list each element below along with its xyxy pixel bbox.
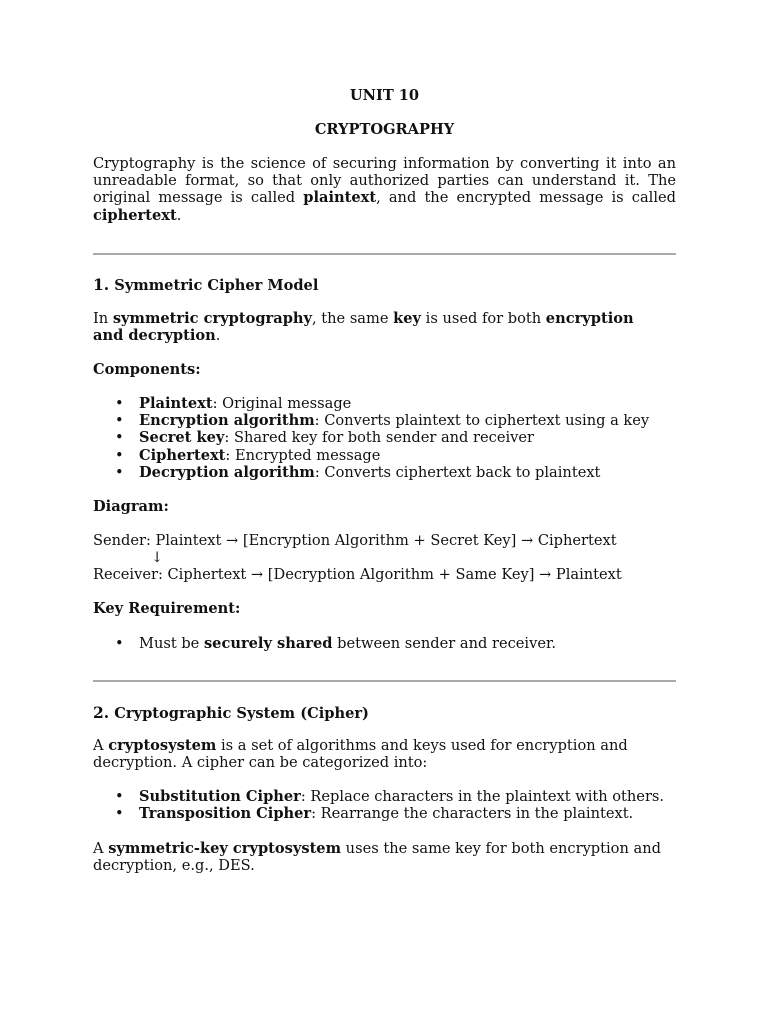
section-1-number: 1. (93, 275, 110, 294)
section-2-number: 2. (93, 703, 110, 722)
list-item-term: Substitution Cipher (139, 788, 301, 805)
intro-text: Cryptography is the science of securing information by converting it into an unreadable format, so that only authorized parties can understand it. The original message is called (93, 155, 676, 207)
list-item-term: Transposition Cipher (139, 805, 312, 823)
list-item-term: Secret key (139, 429, 225, 447)
list-item (93, 788, 676, 805)
para-text: A (93, 840, 109, 857)
list-item (93, 412, 676, 429)
para-term: encryption and decryption (93, 310, 634, 345)
list-item-term: Encryption algorithm (139, 412, 315, 430)
para-text: In (93, 310, 113, 327)
para-text: . (215, 327, 221, 345)
key-requirement-list (93, 635, 676, 652)
list-item (93, 395, 676, 412)
list-item-term: securely shared (203, 635, 333, 652)
list-item-term: Ciphertext (139, 446, 226, 464)
list-item-desc: : Original message (212, 395, 352, 412)
para-term: cryptosystem (108, 737, 217, 754)
section-1-title: Symmetric Cipher Model (114, 277, 319, 294)
list-item (93, 805, 676, 822)
intro-text: . (176, 206, 182, 224)
intro-paragraph (93, 155, 676, 224)
components-heading: Components: (93, 361, 201, 378)
section-divider (93, 253, 676, 255)
para-text: uses the same key for both encryption and decryption, e.g., DES. (93, 840, 661, 875)
list-item (93, 429, 676, 446)
section-2-title: Cryptographic System (Cipher) (114, 705, 369, 722)
list-item (93, 635, 676, 652)
intro-term-ciphertext: ciphertext (93, 206, 177, 224)
diagram-heading: Diagram: (93, 498, 169, 515)
list-item (93, 464, 676, 481)
page-title: CRYPTOGRAPHY (314, 121, 455, 138)
diagram-receiver-line: Receiver: Ciphertext → [Decryption Algorithm + Same Key] → Plaintext (93, 566, 622, 583)
key-requirement-heading: Key Requirement: (93, 600, 241, 617)
para-term: key (393, 310, 422, 327)
list-item-term: Decryption algorithm (139, 463, 315, 481)
para-term: symmetric-key cryptosystem (108, 840, 342, 857)
intro-text: , and the encrypted message is called (376, 189, 676, 207)
para-term: symmetric cryptography (112, 310, 312, 327)
list-item-text: between sender and receiver. (332, 635, 556, 652)
symmetric-key-paragraph (93, 840, 676, 874)
down-arrow-icon: ↓ (151, 549, 164, 566)
section-1-heading (93, 276, 676, 294)
para-text: is a set of algorithms and keys used for encryption and decryption. A cipher can be categorized into: (93, 737, 628, 772)
unit-label: UNIT 10 (349, 87, 420, 104)
list-item-desc: : Converts plaintext to ciphertext using a key (314, 412, 650, 430)
list-item-desc: : Converts ciphertext back to plaintext (314, 463, 601, 481)
list-item-desc: : Shared key for both sender and receiver (224, 429, 534, 447)
list-item-desc: : Encrypted message (225, 446, 381, 464)
diagram-sender-line: Sender: Plaintext → [Encryption Algorithm + Secret Key] → Ciphertext (93, 532, 617, 549)
section-2-paragraph (93, 737, 653, 771)
list-item-desc: : Replace characters in the plaintext with others. (300, 788, 665, 805)
list-item-text: Must be (139, 635, 204, 652)
list-item-desc: : Rearrange the characters in the plaintext. (311, 805, 634, 823)
para-text: is used for both (421, 310, 546, 327)
para-text: A (93, 737, 109, 754)
para-text: , the same (312, 310, 394, 327)
section-1-paragraph (93, 310, 653, 344)
components-list (93, 395, 676, 481)
section-2-heading (93, 704, 676, 722)
list-item (93, 447, 676, 464)
list-item-term: Plaintext (139, 395, 213, 412)
cipher-types-list (93, 788, 676, 822)
section-divider (93, 680, 676, 682)
intro-term-plaintext: plaintext (303, 189, 377, 207)
